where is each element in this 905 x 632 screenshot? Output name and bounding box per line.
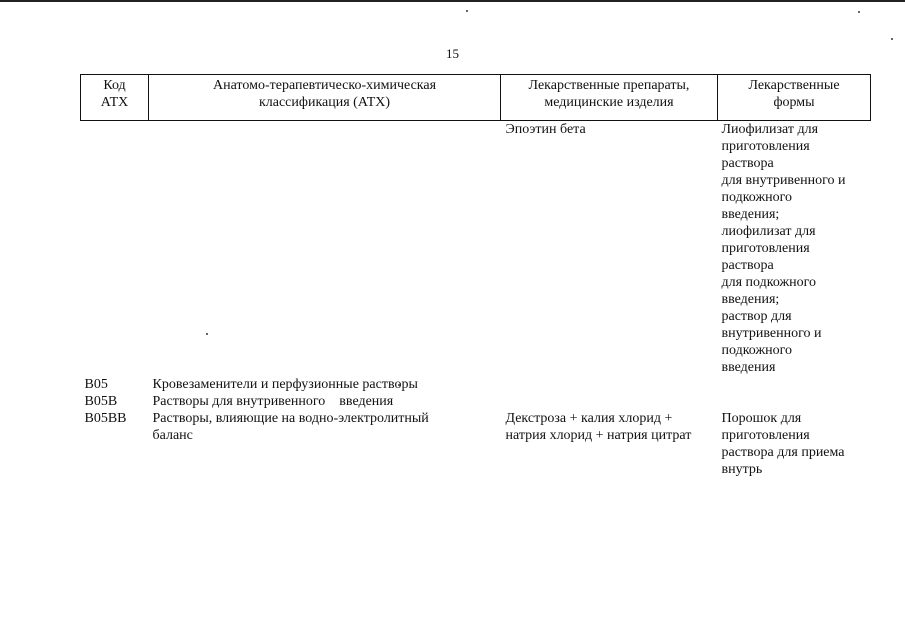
header-drugs-text: Лекарственные препараты, медицинские изделия: [528, 78, 690, 110]
cell-code: B05BB: [84, 411, 127, 426]
page-number: 15: [446, 46, 459, 61]
table-row: [81, 376, 871, 393]
atx-drug-table: [80, 74, 871, 478]
table-body: [81, 121, 871, 479]
cell-classification: Растворы, влияющие на водно-электролитный баланс: [152, 411, 429, 443]
scan-speck: [466, 10, 468, 12]
cell-code: B05: [84, 377, 108, 392]
table-row: [81, 393, 871, 410]
scan-speck: [891, 38, 893, 40]
cell-code: B05B: [84, 394, 118, 409]
table-row: [81, 121, 871, 377]
cell-classification: Кровезаменители и перфузионные растворы: [152, 377, 418, 392]
header-atx-classification-text: Анатомо-терапевтическо-химическая классификация (АТХ): [212, 78, 437, 110]
cell-classification: [149, 121, 501, 377]
scan-speck: [858, 11, 860, 13]
header-row: [81, 75, 871, 121]
cell-form: [718, 393, 871, 410]
header-dosage-forms-text: Лекарственные формы: [748, 78, 840, 110]
header-drugs: [501, 75, 718, 121]
cell-form: [718, 376, 871, 393]
cell-drug: Декстроза + калия хлорид + натрия хлорид + натрия цитрат: [505, 411, 692, 443]
header-atx-code-text: Код АТХ: [100, 78, 129, 110]
table-header: [81, 75, 871, 121]
cell-form: Лиофилизат для приготовления раствора для внутривенного и подкожного введения; лиофилизат для приготовления раствора для подкожного введения; раствор для внутривенного и подкожного введения: [721, 122, 846, 375]
header-dosage-forms: [718, 75, 871, 121]
cell-drug: [501, 376, 718, 393]
header-atx-classification: [149, 75, 501, 121]
cell-code: [81, 121, 149, 377]
top-border-line: [0, 0, 905, 2]
cell-classification: Растворы для внутривенного введения: [152, 394, 394, 409]
table-row: [81, 410, 871, 478]
cell-drug: [501, 393, 718, 410]
header-atx-code: [81, 75, 149, 121]
cell-form: Порошок для приготовления раствора для приема внутрь: [721, 411, 845, 477]
cell-drug: Эпоэтин бета: [505, 122, 586, 137]
